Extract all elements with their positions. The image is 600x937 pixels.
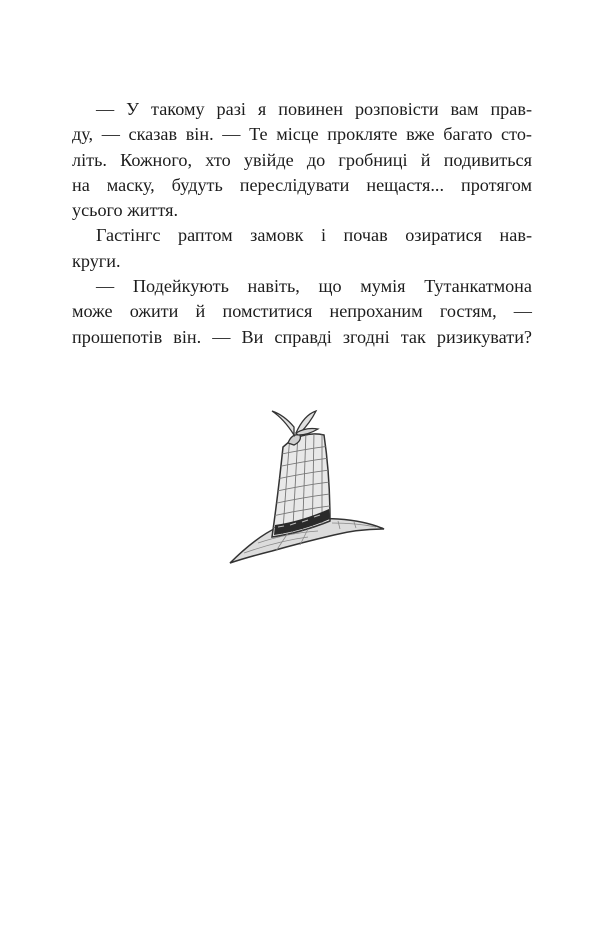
text-line: Гастінгс раптом замовк і почав озиратися нав- [96,225,532,246]
text-line: — У такому разі я повинен розповісти вам прав- [96,99,532,119]
text-line: на маску, будуть переслідувати нещастя... протягом [72,174,532,195]
text-line: літь. Кожного, хто увійде до гробниці й подивиться [72,149,532,170]
text-line: може ожити й помститися непроханим гостям, — [72,301,532,322]
text-line: круги. [72,250,121,271]
body-text [72,97,532,350]
text-line: прошепотів він. — Ви справді згодні так ризикувати? [72,326,532,347]
text-line: ду, — сказав він. — Те місце прокляте вже багато сто- [72,124,532,145]
text-line: — Подейкують навіть, що мумія Тутанкатмона [96,276,532,297]
text-line: усього життя. [72,200,179,221]
pith-helmet-hat-icon [228,405,386,567]
